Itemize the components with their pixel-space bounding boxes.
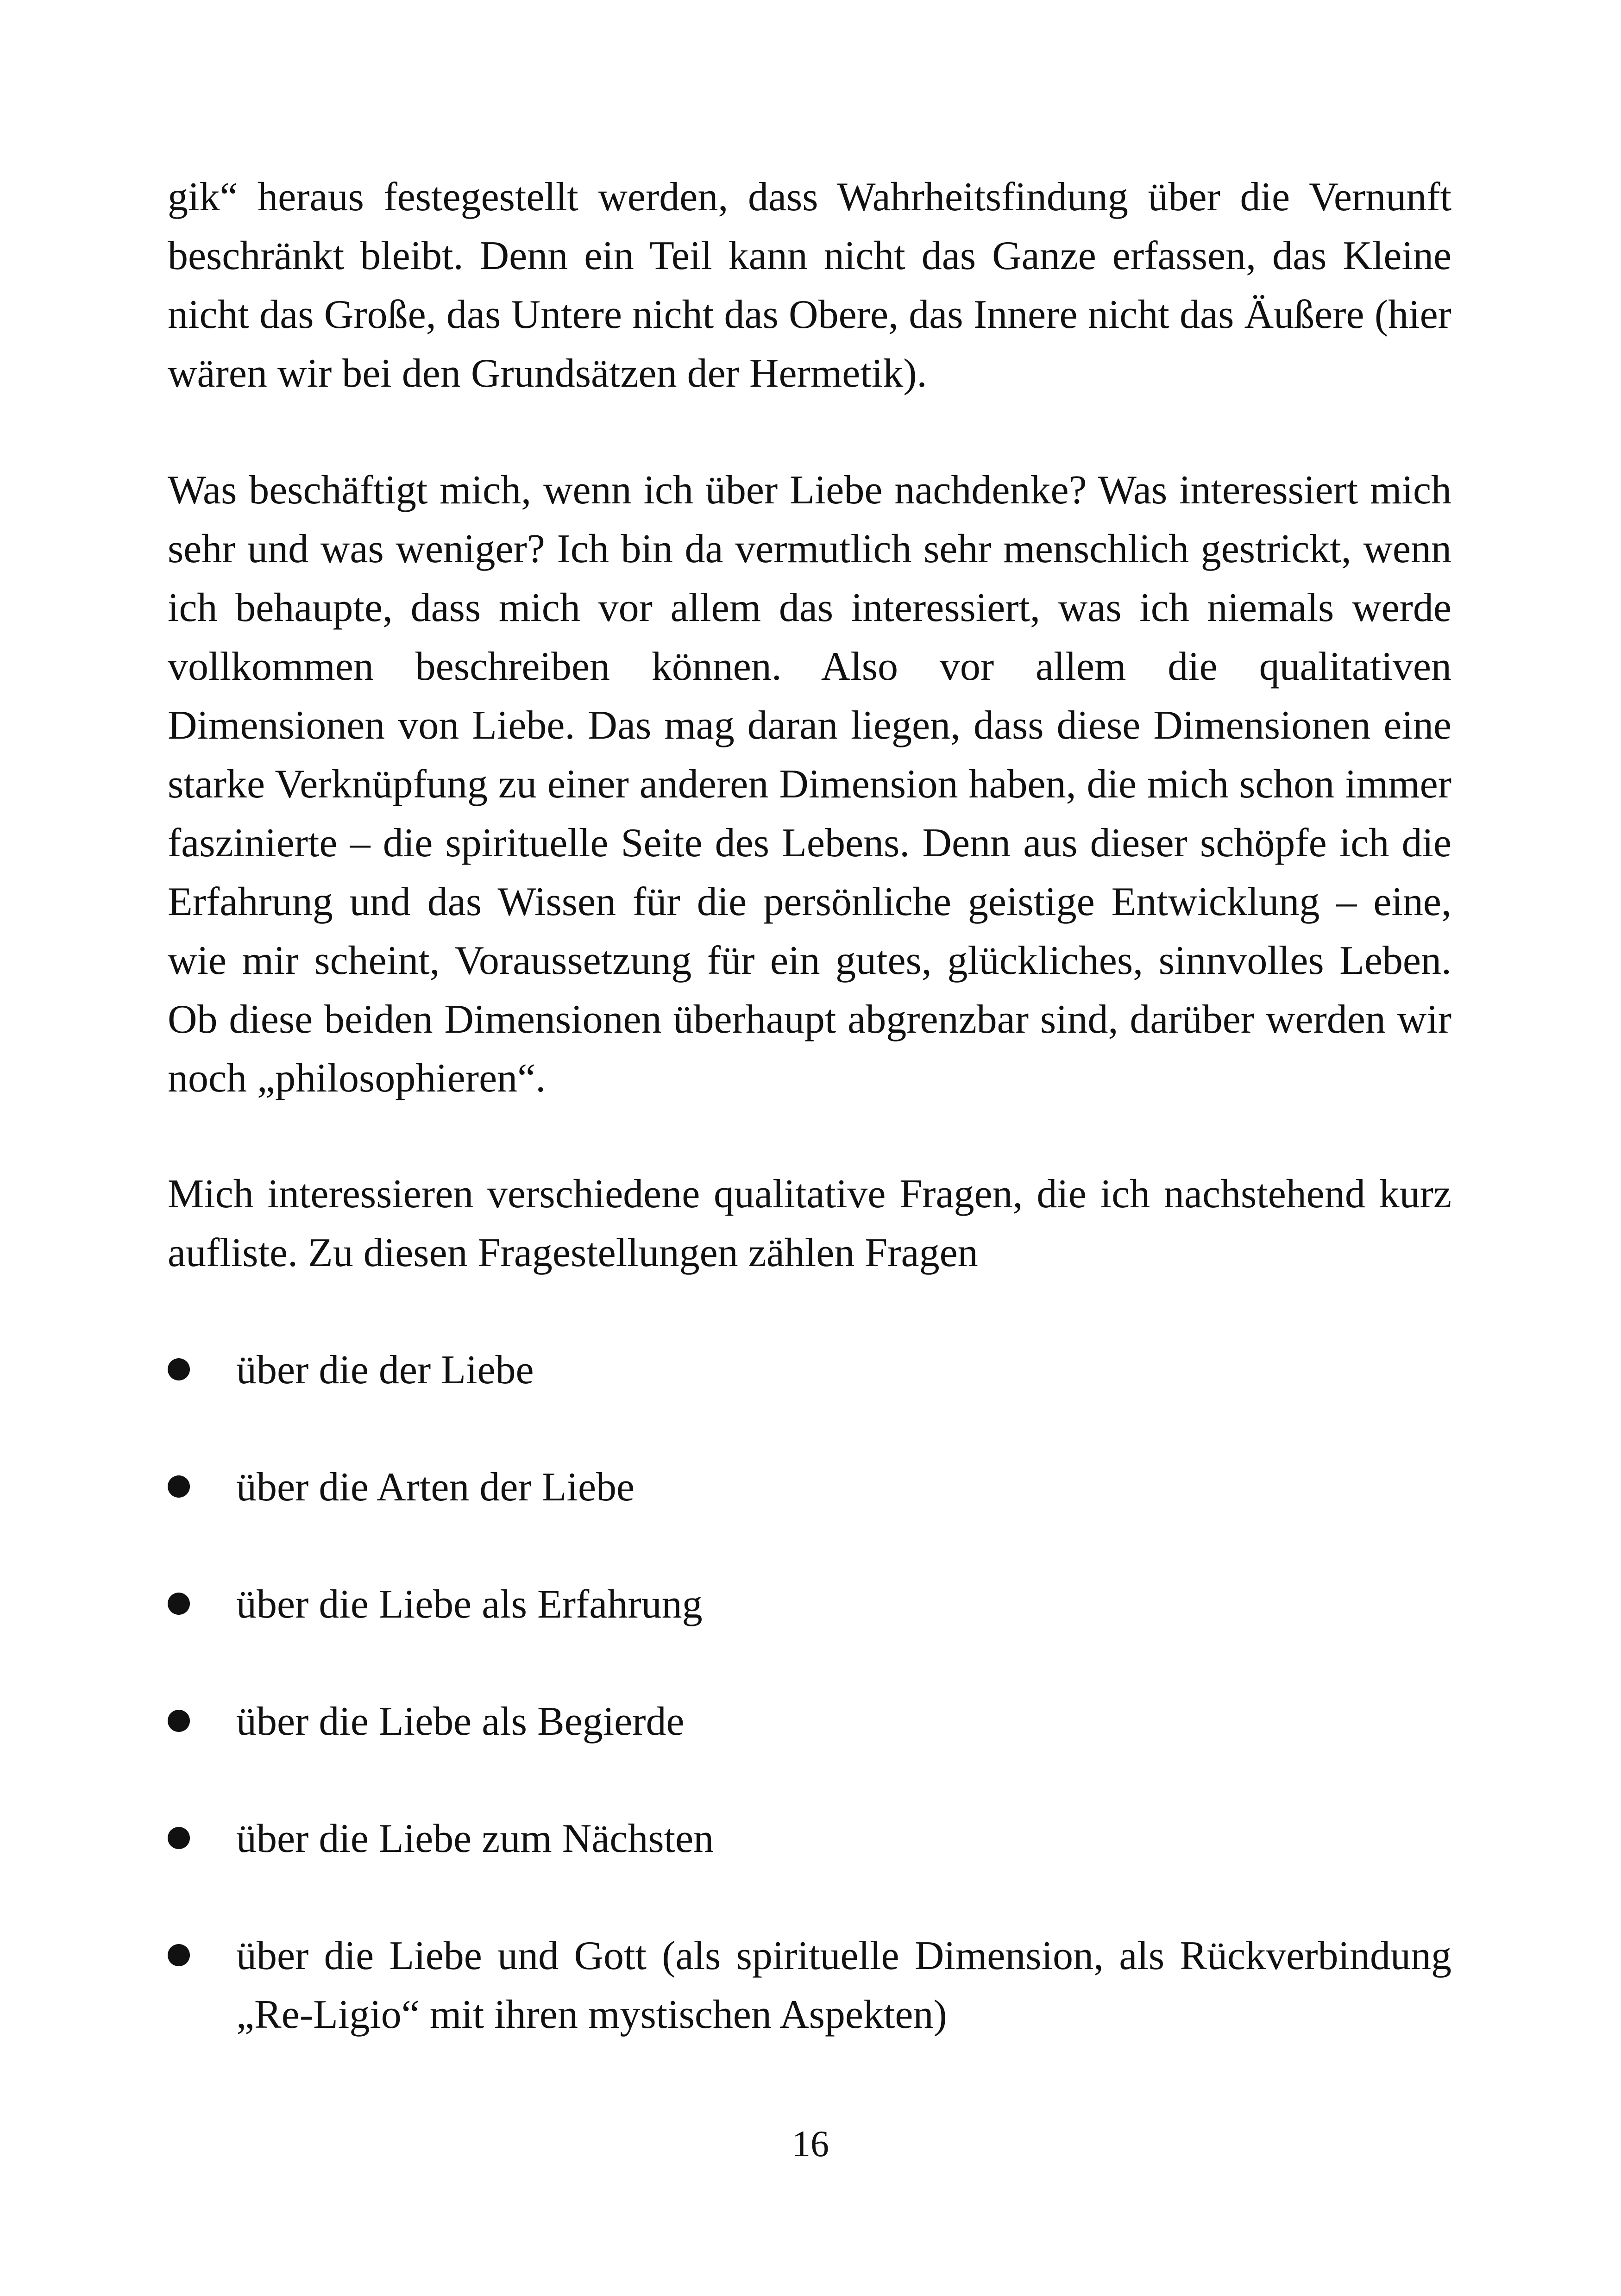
- bullet-dot-icon: [168, 1944, 190, 1966]
- paragraph-liebe-nachdenken: Was beschäftigt mich, wenn ich über Liebe nachdenke? Was interessiert mich sehr und was weniger? Ich bin da vermutlich sehr menschlich gestrickt, wenn ich behaupte, dass mich vor allem das interessiert, was ich niemals werde vollkommen beschreiben können. Also vor allem die qualitativen Dimensionen von Liebe. Das mag daran liegen, dass diese Dimensionen eine starke Verknüpfung zu einer anderen Dimension haben, die mich schon immer faszinierte – die spirituelle Seite des Lebens. Denn aus dieser schöpfe ich die Erfahrung und das Wissen für die persönliche geistige Entwicklung – eine, wie mir scheint, Voraussetzung für ein gutes, glückliches, sinnvolles Leben. Ob diese beiden Dimensionen überhaupt abgrenzbar sind, darüber werden wir noch „philosophieren“.: [168, 468, 1451, 1101]
- bullet-dot-icon: [168, 1358, 190, 1380]
- bullet-text: über die der Liebe: [236, 1348, 534, 1393]
- bullet-dot-icon: [168, 1475, 190, 1498]
- bullet-item: [168, 1575, 1451, 1634]
- bullet-text: über die Liebe zum Nächsten: [236, 1816, 714, 1861]
- bullet-dot-icon: [168, 1593, 190, 1615]
- bullet-item: [168, 1692, 1451, 1751]
- page-number: 16: [792, 2124, 829, 2164]
- bullet-dot-icon: [168, 1710, 190, 1732]
- bullet-item: [168, 1341, 1451, 1399]
- paragraph-hermetik: gik“ heraus festegestellt werden, dass Wahrheitsfindung über die Vernunft beschränkt bleibt. Denn ein Teil kann nicht das Ganze erfassen, das Kleine nicht das Große, das Untere nicht das Obere, das Innere nicht das Äußere (hier wären wir bei den Grundsätzen der Hermetik).: [168, 175, 1451, 396]
- bullet-item: [168, 1926, 1451, 2044]
- bullet-item: [168, 1458, 1451, 1517]
- bullet-item: [168, 1809, 1451, 1868]
- paragraph-qualitative-fragen: Mich interessieren verschiedene qualitative Fragen, die ich nachstehend kurz aufliste. Zu diesen Fragestellungen zählen Fragen: [168, 1172, 1451, 1275]
- bullet-text: über die Liebe als Begierde: [236, 1699, 685, 1744]
- bullet-dot-icon: [168, 1827, 190, 1849]
- bullet-text: über die Liebe und Gott (als spirituelle Dimension, als Rückverbindung „Re-Ligio“ mit ihren mystischen Aspekten): [236, 1933, 1451, 2037]
- question-bullet-list: [168, 1341, 1451, 2044]
- bullet-text: über die Liebe als Erfahrung: [236, 1582, 703, 1627]
- bullet-text: über die Arten der Liebe: [236, 1465, 635, 1510]
